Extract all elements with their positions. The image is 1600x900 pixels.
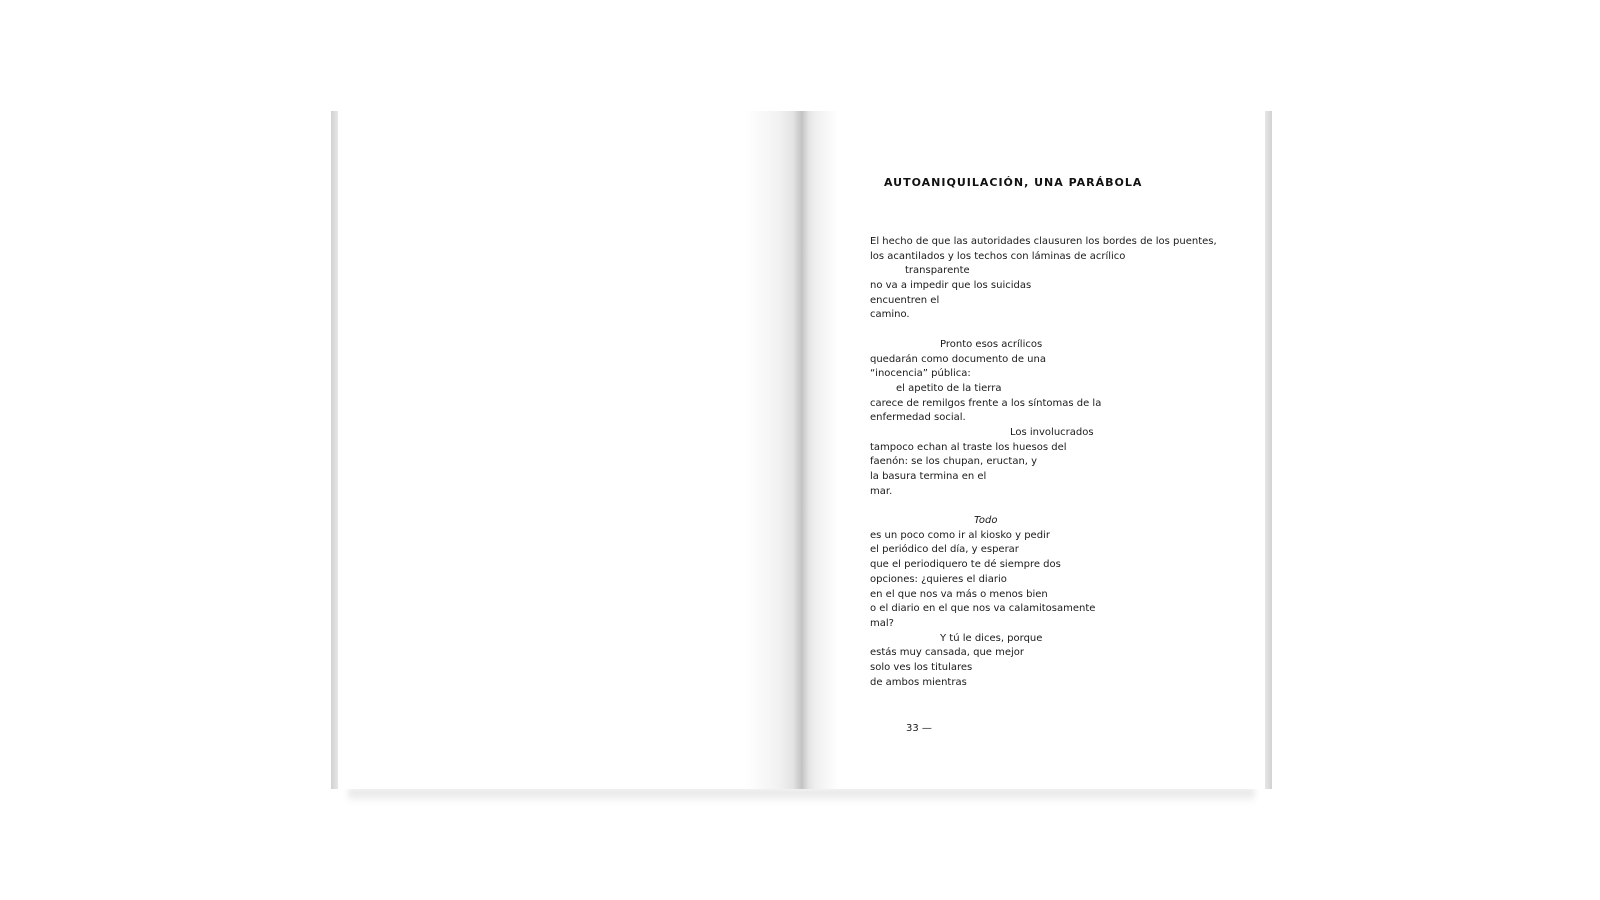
stanza-break (870, 323, 1217, 338)
poem-title: AUTOANIQUILACIÓN, UNA PARÁBOLA (884, 176, 1143, 189)
poem-line: la basura termina en el (870, 471, 987, 482)
poem-line: solo ves los titulares (870, 661, 973, 673)
poem-line: “inocencia” pública: (870, 368, 971, 380)
poem-line: opciones: ¿quieres el diario (870, 573, 1007, 585)
poem-line: el periódico del día, y esperar (870, 544, 1019, 556)
poem-line: o el diario en el que nos va calamitosamente (870, 603, 1096, 615)
poem-line: quedarán como documento de una (870, 353, 1046, 365)
poem-line: faenón: se los chupan, eructan, y (870, 456, 1038, 468)
book-edge-left (331, 111, 338, 789)
poem-line: El hecho de que las autoridades clausuren los bordes de los puentes, (870, 236, 1217, 247)
poem-line: camino. (870, 309, 910, 321)
open-book (338, 111, 1265, 789)
poem-line: el apetito de la tierra (896, 382, 1002, 394)
poem-line: mal? (870, 617, 894, 629)
poem-line: Pronto esos acrílicos (940, 338, 1043, 350)
poem-line: de ambos mientras (870, 676, 967, 688)
left-page (338, 111, 801, 789)
poem-body (870, 235, 1217, 690)
poem-line: es un poco como ir al kiosko y pedir (870, 529, 1050, 541)
poem-line: tampoco echan al traste los huesos del (870, 441, 1067, 453)
poem-line: encuentren el (870, 294, 940, 306)
poem-line: Y tú le dices, porque (940, 632, 1043, 644)
page-number: 33 — (906, 723, 932, 734)
poem-line: no va a impedir que los suicidas (870, 280, 1032, 292)
book-edge-right (1265, 111, 1272, 789)
poem-line: en el que nos va más o menos bien (870, 588, 1048, 600)
poem-line: Los involucrados (1010, 426, 1094, 438)
poem-line: Todo (974, 515, 998, 527)
poem-line: carece de remilgos frente a los síntomas de la (870, 397, 1102, 409)
poem-line: transparente (905, 265, 970, 277)
book-spine (793, 111, 809, 789)
book-shadow (348, 789, 1255, 803)
poem-line: que el periodiquero te dé siempre dos (870, 559, 1061, 571)
poem-line: los acantilados y los techos con láminas de acrílico (870, 250, 1126, 262)
stanza-break (870, 499, 1217, 514)
poem-line: enfermedad social. (870, 412, 966, 424)
poem-line: mar. (870, 485, 893, 497)
poem-line: estás muy cansada, que mejor (870, 647, 1025, 659)
